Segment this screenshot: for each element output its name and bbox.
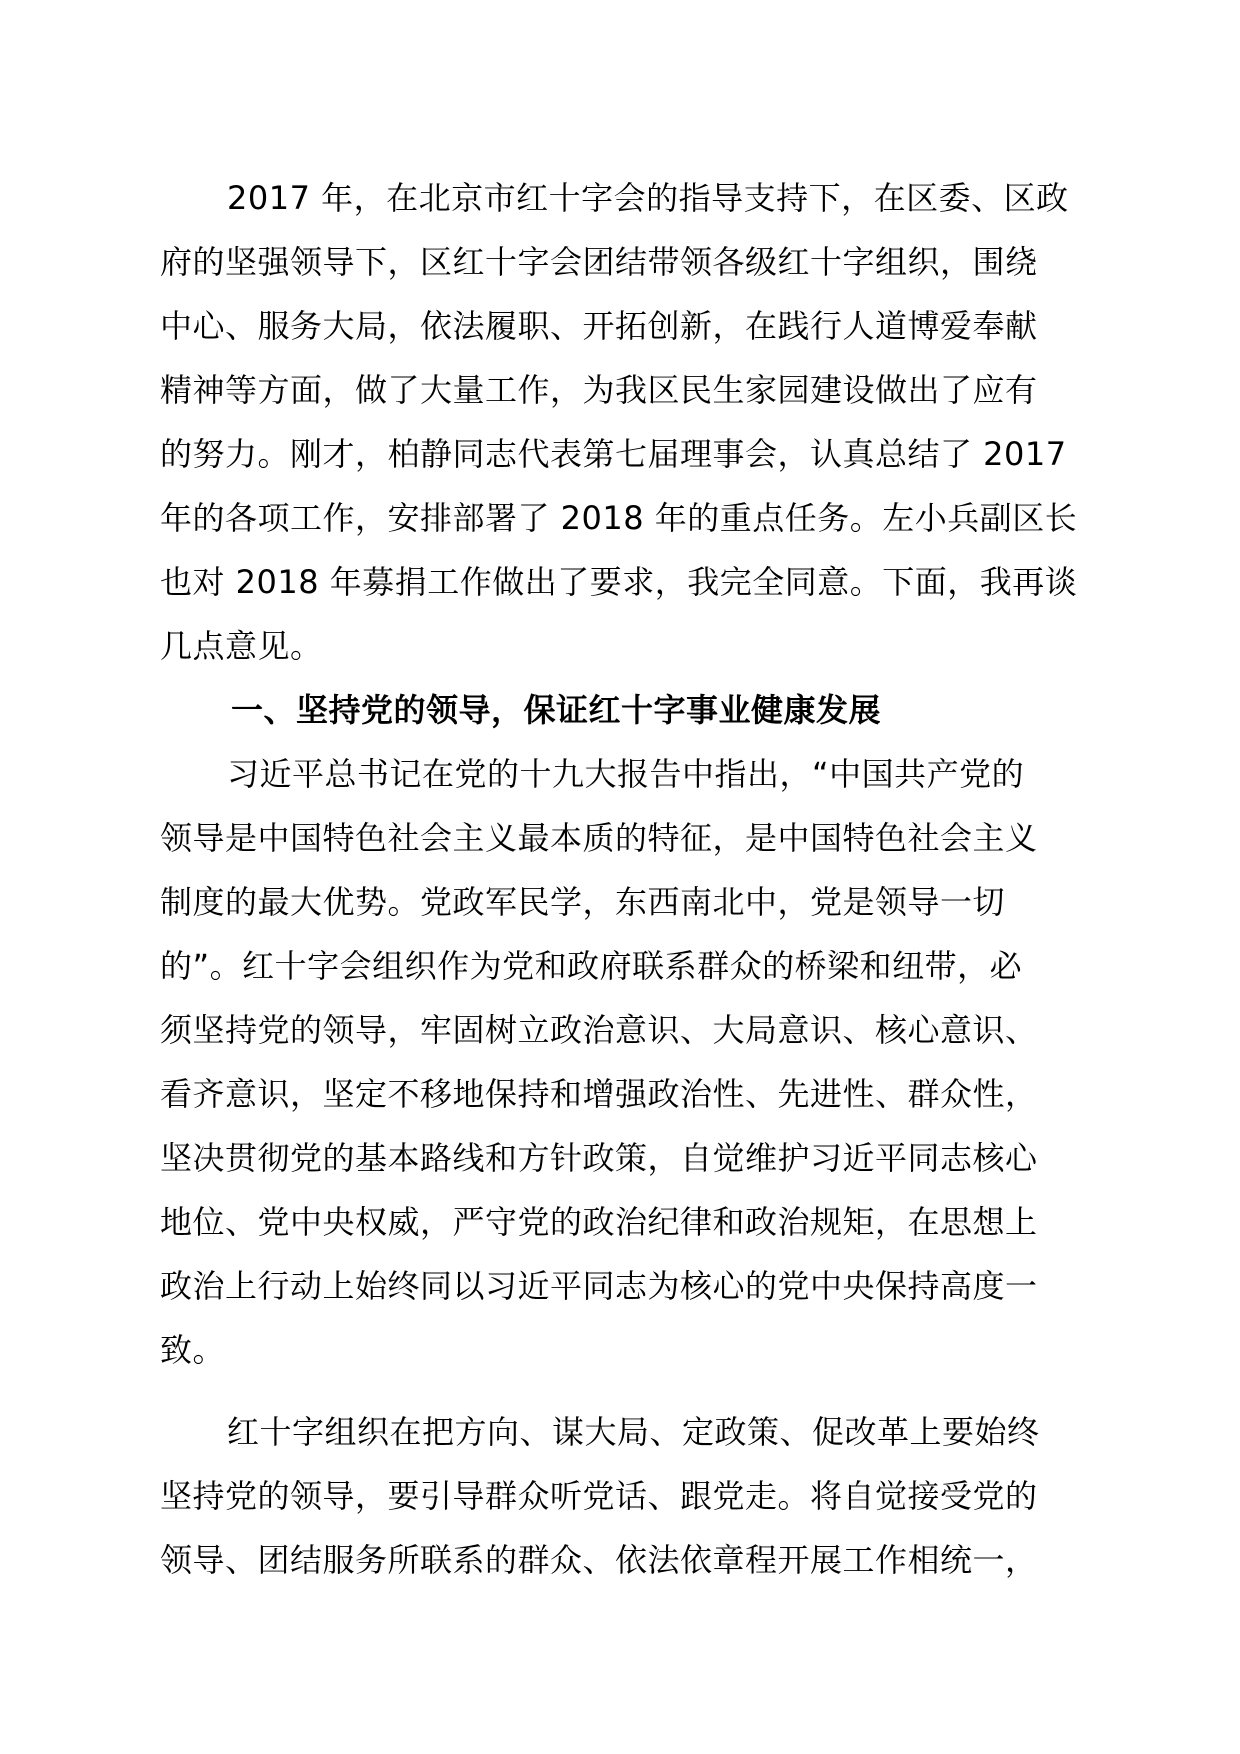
paragraph-2-line-9: 政治上行动上始终同以习近平同志为核心的党中央保持高度一 (160, 1267, 1038, 1305)
section-heading-1: 一、坚持党的领导，保证红十字事业健康发展 (231, 691, 882, 729)
paragraph-3-line-3: 领导、团结服务所联系的群众、依法依章程开展工作相统一， (160, 1541, 1038, 1579)
paragraph-2-line-6: 看齐意识，坚定不移地保持和增强政治性、先进性、群众性， (160, 1075, 1038, 1113)
paragraph-1-line-8: 几点意见。 (160, 627, 323, 665)
paragraph-3-line-2: 坚持党的领导，要引导群众听党话、跟党走。将自觉接受党的 (160, 1477, 1038, 1515)
paragraph-2-line-10: 致。 (160, 1331, 226, 1369)
paragraph-2-line-1: 习近平总书记在党的十九大报告中指出，“中国共产党的 (227, 755, 1025, 793)
paragraph-2-line-8: 地位、党中央权威，严守党的政治纪律和政治规矩，在思想上 (160, 1203, 1038, 1241)
paragraph-2-line-5: 须坚持党的领导，牢固树立政治意识、大局意识、核心意识、 (160, 1011, 1038, 1049)
paragraph-1-line-7: 也对 2018 年募捐工作做出了要求，我完全同意。下面，我再谈 (160, 563, 1078, 601)
paragraph-2-line-4: 的”。红十字会组织作为党和政府联系群众的桥梁和纽带，必 (160, 947, 1023, 985)
paragraph-3-line-1: 红十字组织在把方向、谋大局、定政策、促改革上要始终 (227, 1413, 1040, 1451)
paragraph-1-line-4: 精神等方面，做了大量工作，为我区民生家园建设做出了应有 (160, 371, 1038, 409)
paragraph-2-line-7: 坚决贯彻党的基本路线和方针政策，自觉维护习近平同志核心 (160, 1139, 1038, 1177)
paragraph-1-line-2: 府的坚强领导下，区红十字会团结带领各级红十字组织，围绕 (160, 243, 1038, 281)
paragraph-2-line-2: 领导是中国特色社会主义最本质的特征，是中国特色社会主义 (160, 819, 1038, 857)
paragraph-1-line-1: 2017 年，在北京市红十字会的指导支持下，在区委、区政 (227, 179, 1069, 217)
paragraph-1-line-5: 的努力。刚才，柏静同志代表第七届理事会，认真总结了 2017 (160, 435, 1067, 473)
paragraph-2-line-3: 制度的最大优势。党政军民学，东西南北中，党是领导一切 (160, 883, 1006, 921)
paragraph-1-line-3: 中心、服务大局，依法履职、开拓创新，在践行人道博爱奉献 (160, 307, 1038, 345)
paragraph-1-line-6: 年的各项工作，安排部署了 2018 年的重点任务。左小兵副区长 (160, 499, 1078, 537)
